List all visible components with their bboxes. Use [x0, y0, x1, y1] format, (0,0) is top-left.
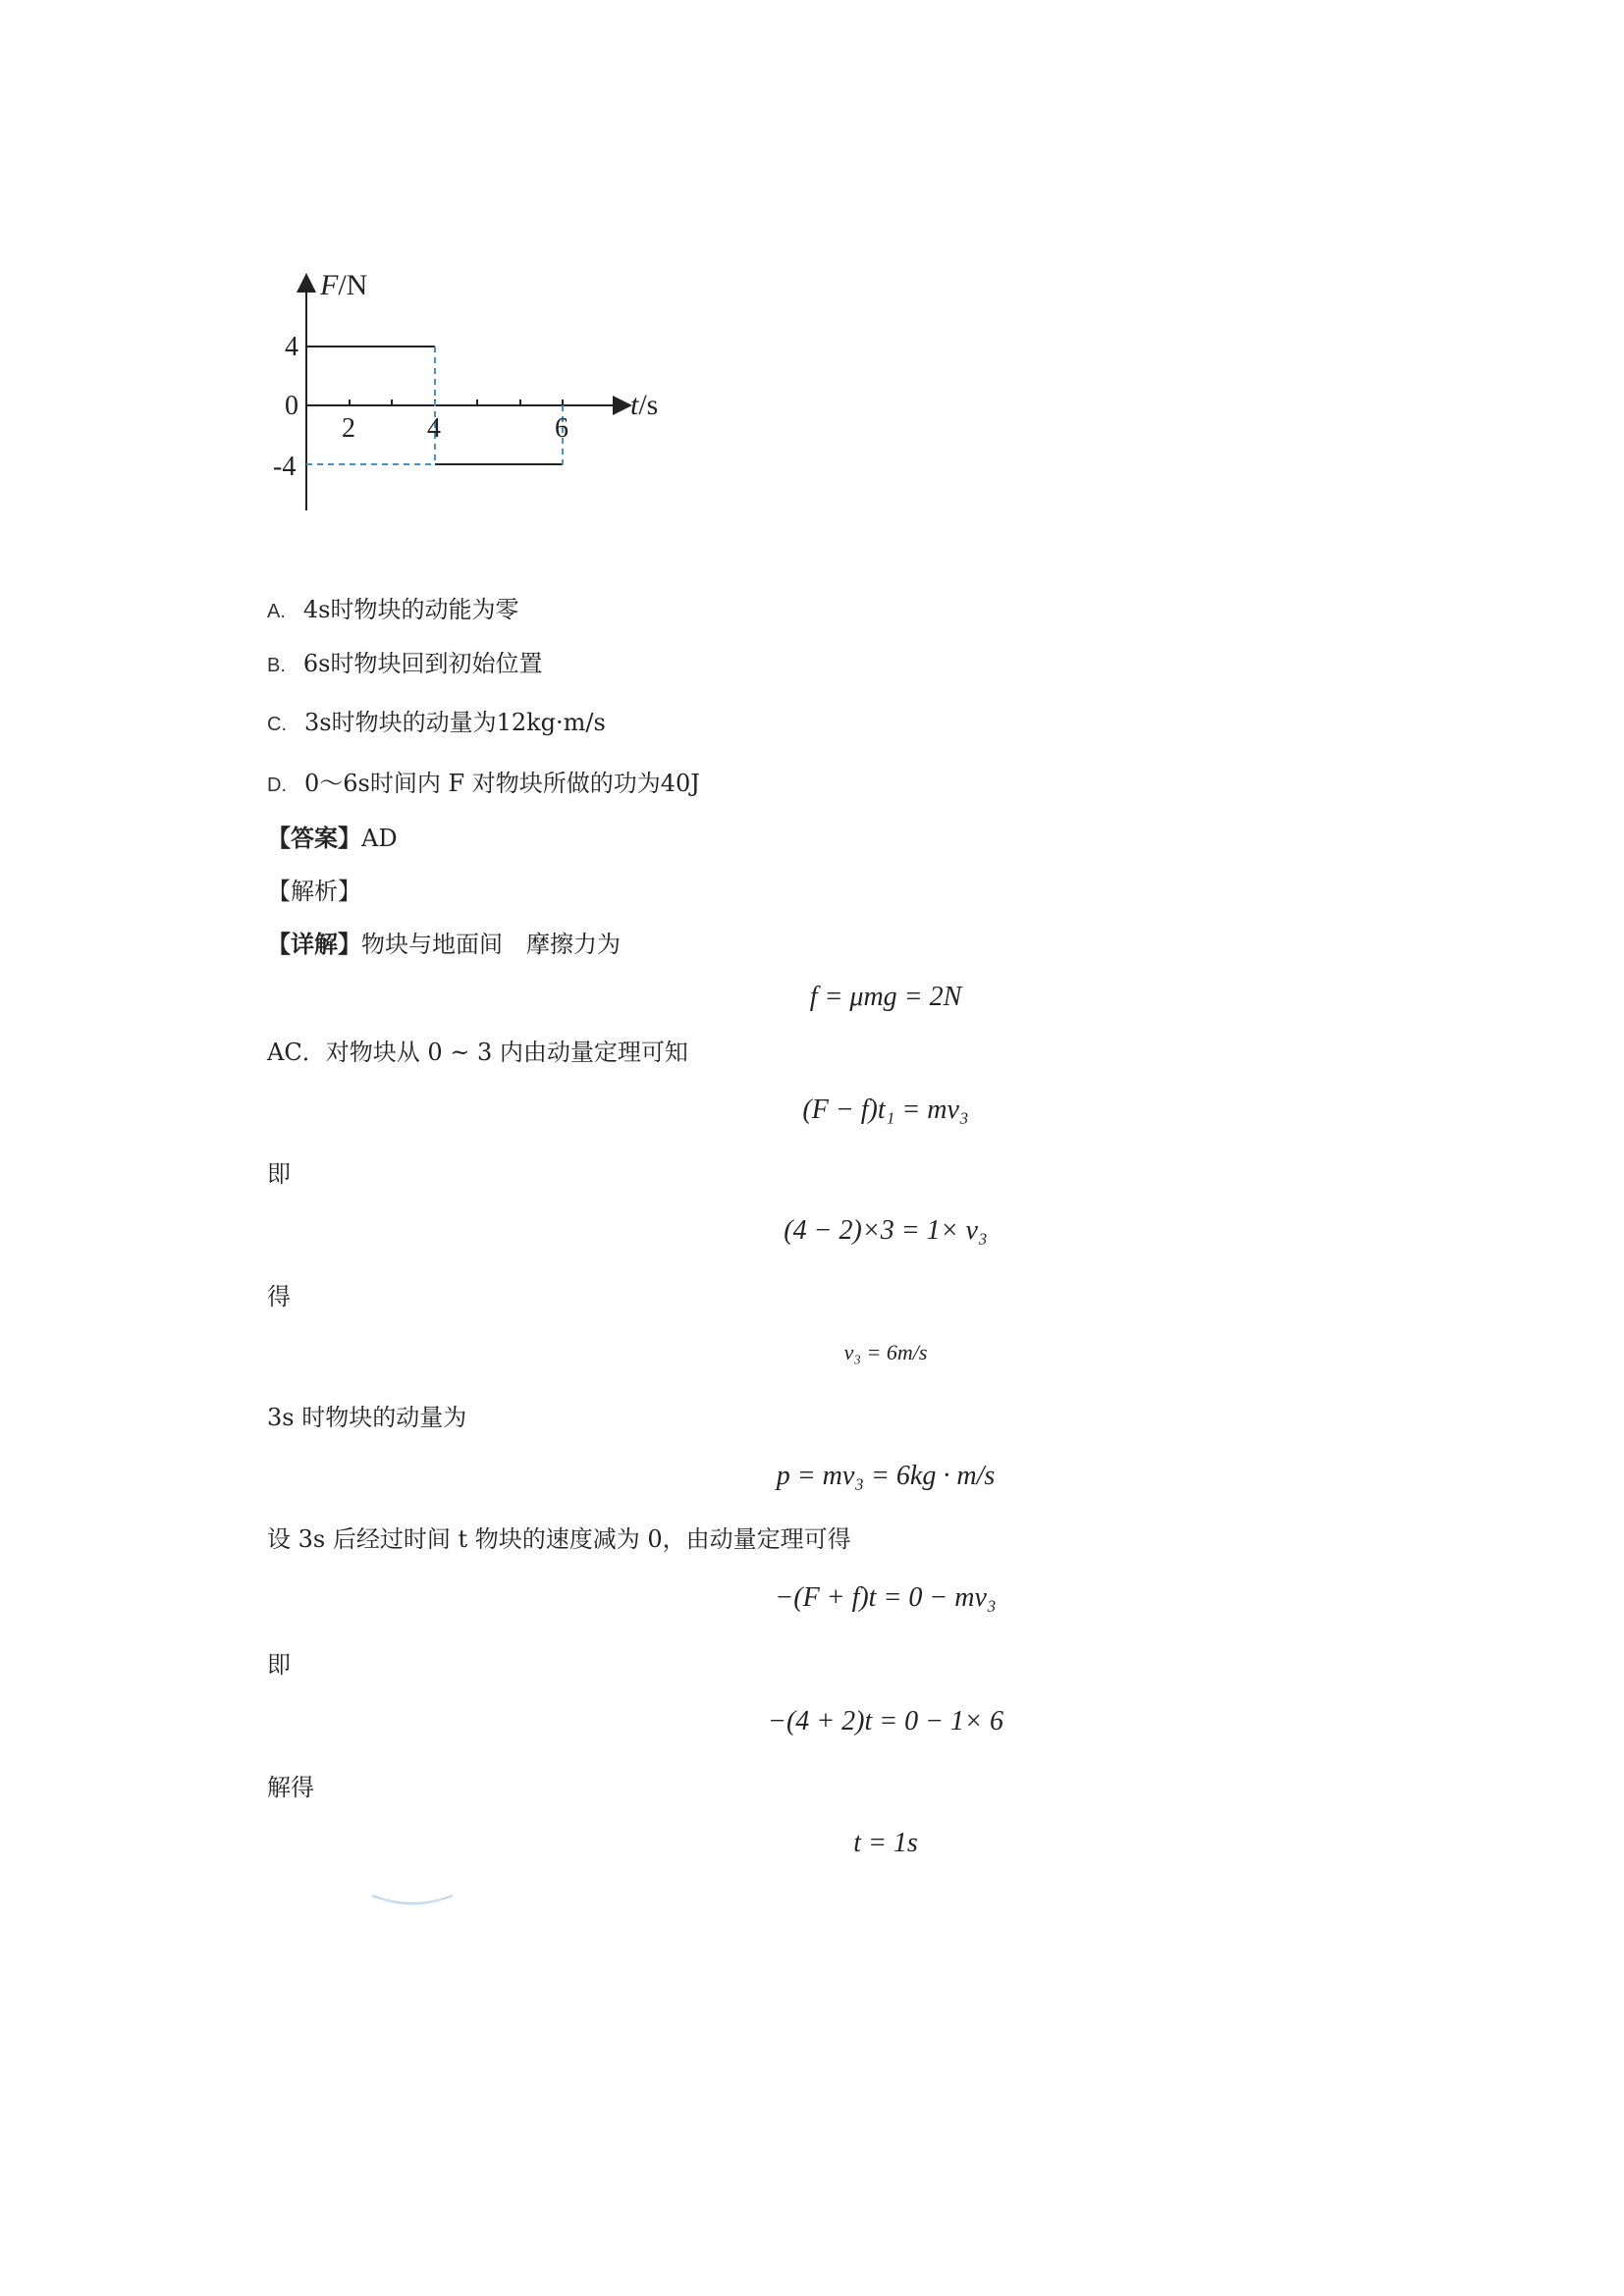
- x-tick-label-2: 2: [342, 413, 355, 444]
- option-b-letter: B.: [267, 655, 286, 676]
- faint-watermark-arc: [368, 1890, 457, 1909]
- x-axis-label: t/s: [630, 389, 659, 421]
- option-a-text: 4s时物块的动能为零: [302, 596, 519, 623]
- de-label: 得: [267, 1283, 291, 1310]
- equation-impulse-values: (4 − 2)×3 = 1× v₃: [784, 1215, 988, 1246]
- option-d-letter: D.: [267, 774, 287, 796]
- equation-friction: f = μmg = 2N: [809, 982, 962, 1012]
- option-b: [267, 648, 543, 681]
- option-c-text: 3s时物块的动量为12kg·m/s: [304, 709, 606, 736]
- option-d-text: 0～6s时间内 F 对物块所做的功为40J: [304, 770, 700, 797]
- answer-label: 【答案】: [267, 824, 361, 852]
- option-b-text: 6s时物块回到初始位置: [302, 650, 543, 677]
- option-c-letter: C.: [267, 714, 287, 735]
- momentum-line: 3s 时物块的动量为: [267, 1404, 467, 1431]
- ac-explanation: AC．对物块从 0 ~ 3 内由动量定理可知: [267, 1039, 688, 1066]
- suppose-line: 设 3s 后经过时间 t 物块的速度减为 0，由动量定理可得: [267, 1525, 851, 1553]
- force-time-graph: [265, 265, 677, 520]
- option-d: [267, 768, 700, 801]
- equation-deceleration-values: −(4 + 2)t = 0 − 1× 6: [768, 1706, 1003, 1736]
- ji-label-2: 即: [267, 1651, 291, 1679]
- x-tick-label-6: 6: [555, 413, 568, 444]
- ji-label-1: 即: [267, 1160, 291, 1188]
- answer-value: AD: [361, 825, 398, 852]
- detail-label: 【详解】: [267, 930, 361, 958]
- analysis-label: 【解析】: [267, 878, 361, 905]
- detail-line: [267, 929, 621, 960]
- y-tick-label-4: 4: [285, 332, 298, 362]
- y-tick-label-0: 0: [285, 391, 298, 421]
- y-tick-label-minus4: -4: [273, 452, 297, 482]
- x-tick-label-4: 4: [427, 413, 441, 444]
- option-a: [267, 594, 519, 627]
- detail-text: 物块与地面间 摩擦力为: [361, 931, 621, 958]
- jiede-label: 解得: [267, 1774, 314, 1801]
- equation-velocity: v₃ = 6m/s: [843, 1340, 928, 1364]
- option-a-letter: A.: [267, 601, 286, 622]
- y-axis-label: F/N: [320, 269, 368, 301]
- equation-impulse: (F − f)t₁ = mv₃: [802, 1095, 969, 1125]
- option-c: [267, 707, 606, 740]
- equation-deceleration: −(F + f)t = 0 − mv₃: [775, 1582, 997, 1613]
- equation-momentum: p = mv₃ = 6kg · m/s: [776, 1461, 996, 1491]
- equation-time: t = 1s: [853, 1828, 918, 1858]
- answer-line: [267, 823, 398, 854]
